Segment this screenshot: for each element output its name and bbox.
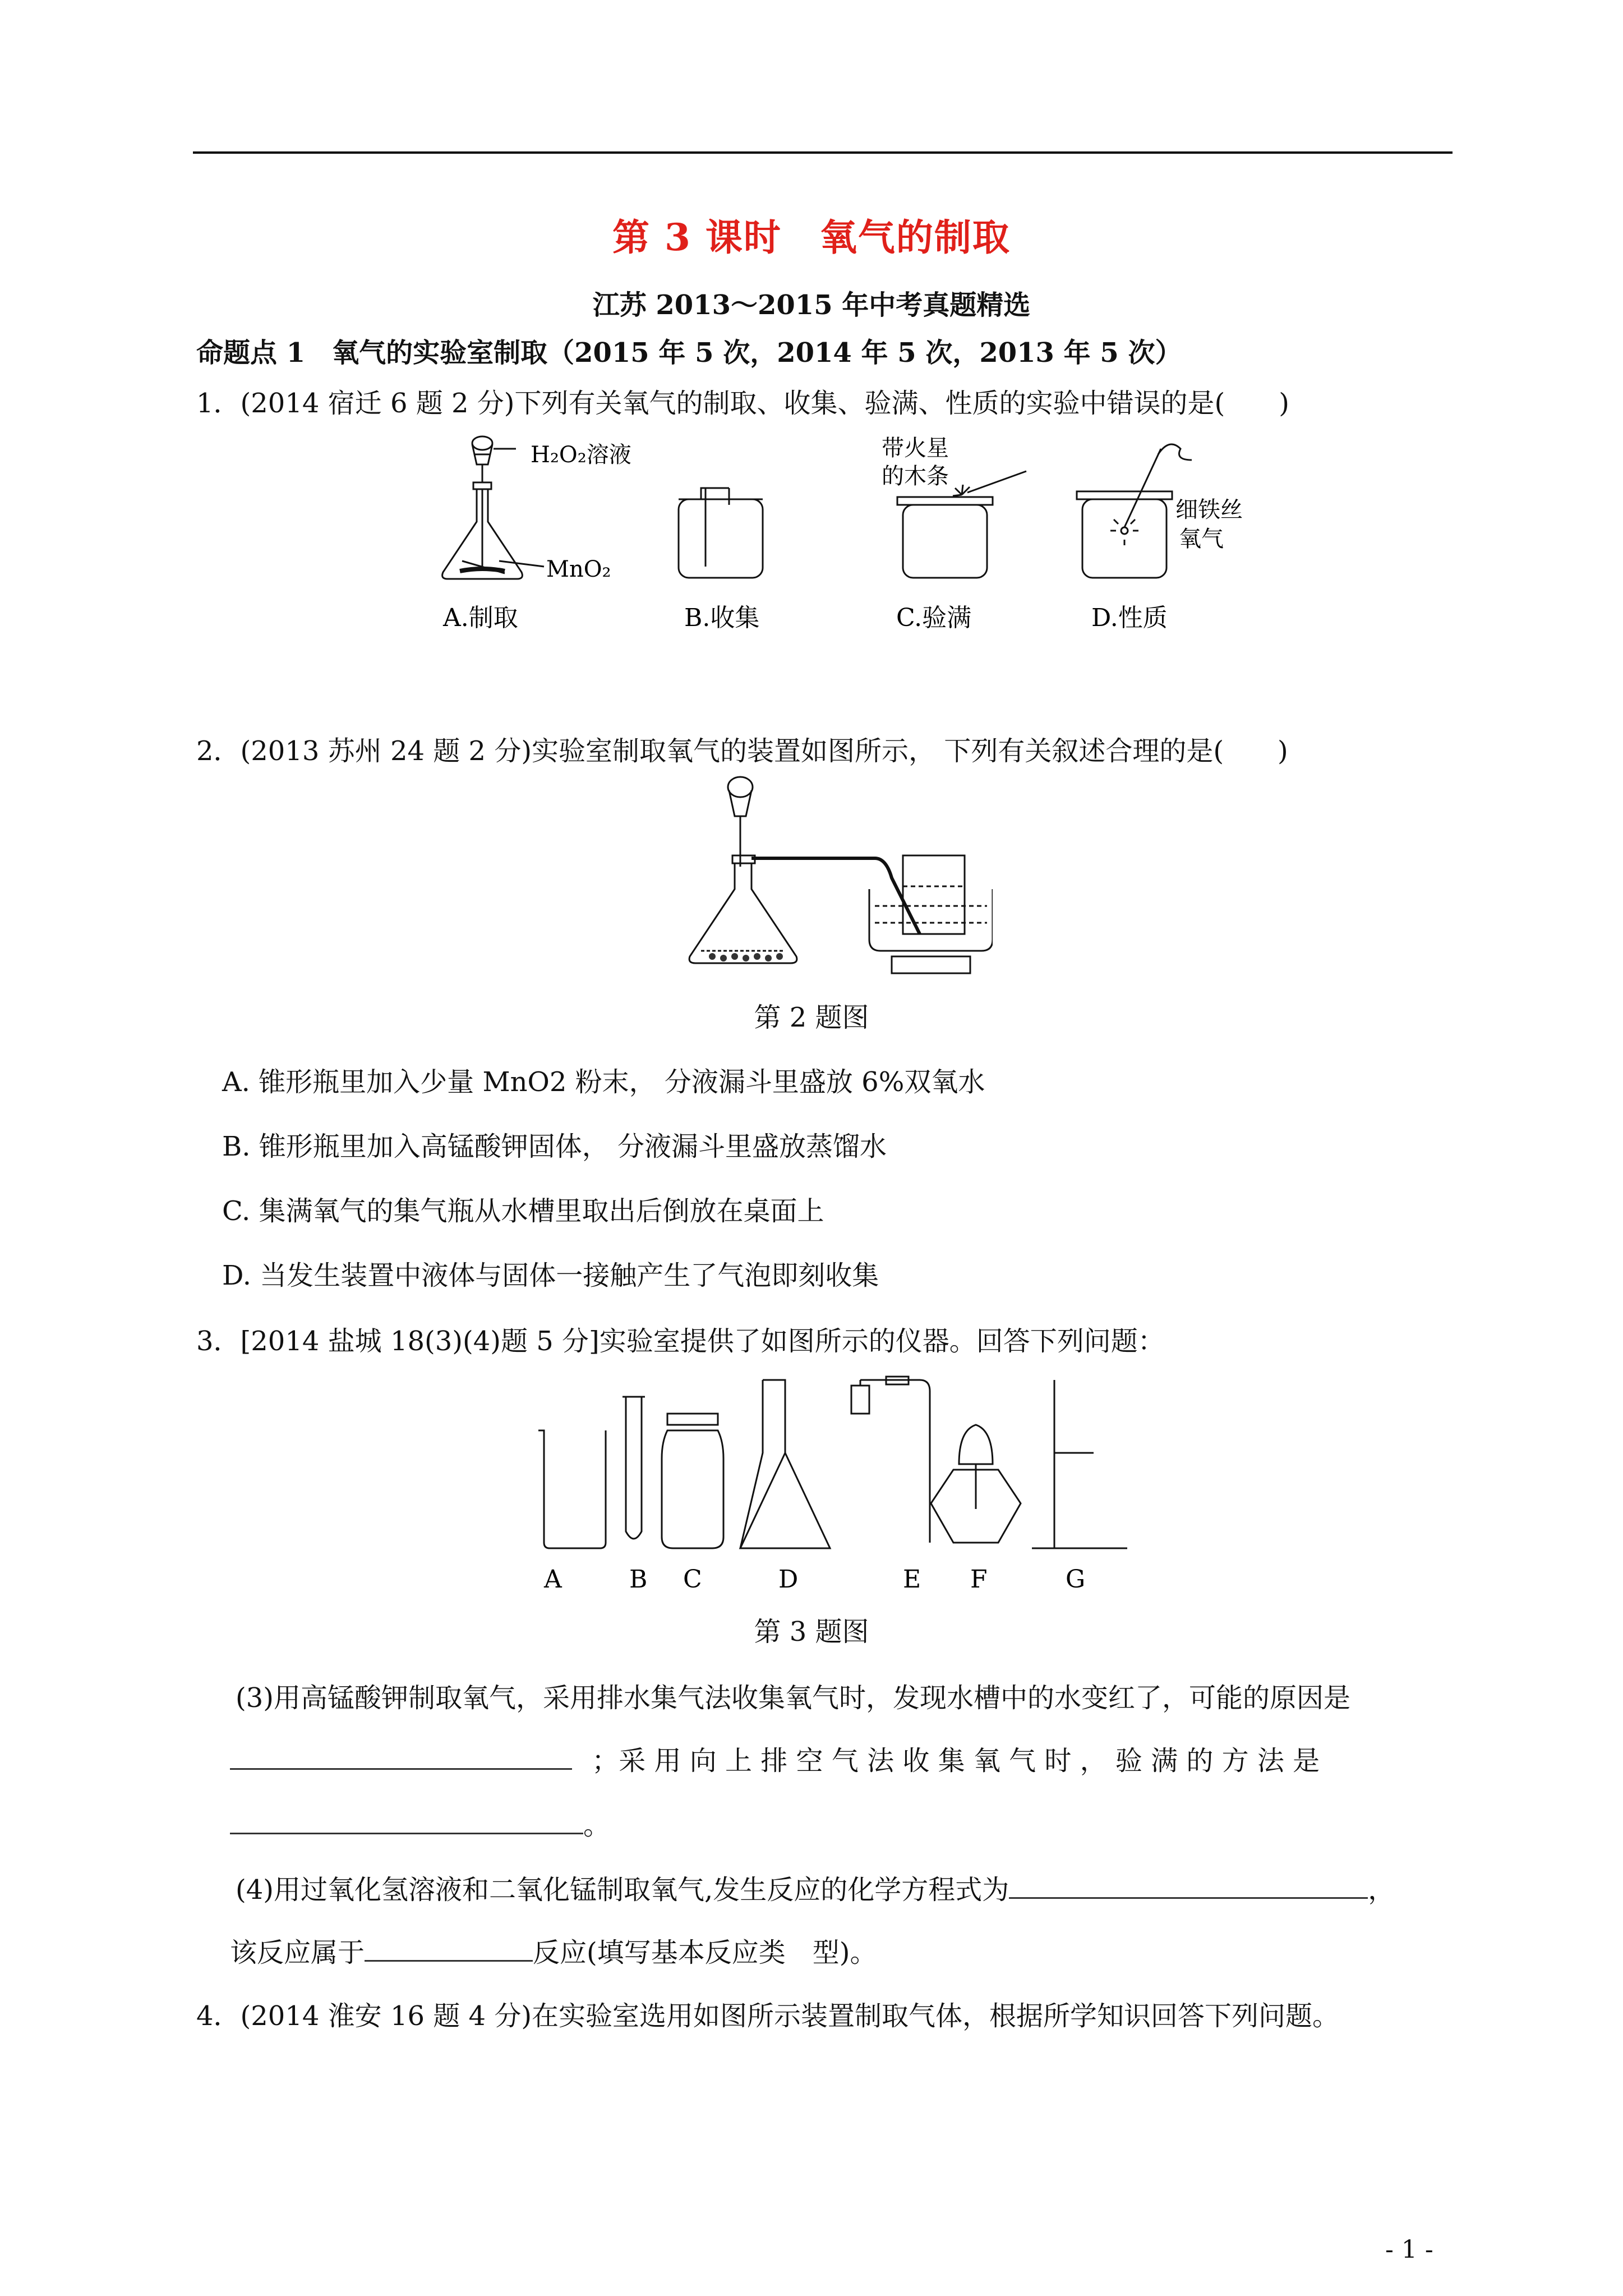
- q2-option-c: C. 集满氧气的集气瓶从水槽里取出后倒放在桌面上: [222, 1195, 824, 1227]
- conical-flask-d: [740, 1380, 830, 1548]
- q1-setup-d: [1077, 444, 1192, 578]
- answer-blank-3[interactable]: [1009, 1872, 1368, 1899]
- q3-letter-c: C: [683, 1565, 702, 1594]
- q1-setup-a: [442, 436, 544, 579]
- q3-period: 。: [583, 1810, 611, 1841]
- answer-blank-1[interactable]: [230, 1743, 572, 1770]
- label-oxygen: 氧气: [1179, 526, 1224, 552]
- gas-jar-c: [667, 1414, 718, 1425]
- q3-part3-line1: (3)用高锰酸钾制取氧气，采用排水集气法收集氧气时，发现水槽中的水变红了，可能的原因是: [236, 1682, 1350, 1714]
- header-rule: [193, 151, 1453, 154]
- q3-part4-text-b: 反应(填写基本反应类 型)。: [533, 1937, 877, 1968]
- q3-part3-line2: [230, 1739, 1320, 1778]
- q2-caption: 第 2 题图: [754, 1002, 869, 1033]
- q3-comma: ，: [1368, 1874, 1395, 1906]
- q3-letter-b: B: [629, 1565, 648, 1594]
- q3-part4-text-a: 该反应属于: [230, 1937, 365, 1968]
- label-stick-line2: 的木条: [882, 463, 949, 489]
- q3-letter-f: F: [970, 1565, 988, 1594]
- q3-part4-line1: [236, 1868, 1395, 1907]
- q2-apparatus-figure: [679, 771, 993, 984]
- q3-part4-line2: [230, 1931, 877, 1970]
- q3-letter-g: G: [1066, 1565, 1086, 1594]
- q3-letter-e: E: [903, 1565, 921, 1594]
- q3-stem: 3．[2014 盐城 18(3)(4)题 5 分]实验室提供了如图所示的仪器。回答下列问题：: [196, 1326, 1165, 1357]
- label-h2o2: H₂O₂溶液: [531, 442, 631, 468]
- q2-option-a: A. 锥形瓶里加入少量 MnO2 粉末， 分液漏斗里盛放 6%双氧水: [222, 1066, 985, 1098]
- test-tube-b: [626, 1397, 642, 1539]
- q1-apparatus-figure: [415, 432, 1256, 645]
- lesson-title: 第 3 课时 氧气的制取: [612, 215, 1011, 259]
- q3-letter-a: A: [544, 1565, 562, 1594]
- q1-setup-b: [679, 488, 763, 578]
- section-subtitle: 江苏 2013～2015 年中考真题精选: [592, 289, 1031, 321]
- q3-part4-text: (4)用过氧化氢溶液和二氧化锰制取氧气,发生反应的化学方程式为: [236, 1874, 1009, 1906]
- caption-b: B.收集: [684, 604, 760, 632]
- label-iron-wire: 细铁丝: [1175, 497, 1243, 523]
- topic-heading: 命题点 1 氧气的实验室制取（2015 年 5 次，2014 年 5 次，2013 年 5 次）: [196, 337, 1182, 369]
- answer-blank-2[interactable]: [230, 1808, 583, 1834]
- q3-letter-d: D: [778, 1565, 799, 1594]
- q4-stem: 4．(2014 淮安 16 题 4 分)在实验室选用如图所示装置制取气体，根据所学知识回答下列问题。: [196, 2000, 1340, 2032]
- caption-a: A.制取: [443, 604, 518, 632]
- stopper-tube-e: [851, 1386, 869, 1414]
- lamp-f: [959, 1425, 993, 1464]
- q3-apparatus-figure: [527, 1369, 1150, 1599]
- caption-d: D.性质: [1091, 604, 1168, 632]
- iron-stand-g: [1032, 1380, 1127, 1548]
- answer-blank-4[interactable]: [365, 1935, 533, 1962]
- q2-option-d: D. 当发生装置中液体与固体一接触产生了气泡即刻收集: [222, 1260, 879, 1291]
- q2-option-b: B. 锥形瓶里加入高锰酸钾固体， 分液漏斗里盛放蒸馏水: [222, 1131, 887, 1162]
- q3-caption: 第 3 题图: [754, 1616, 869, 1648]
- label-stick-line1: 带火星: [882, 435, 949, 461]
- page-number: - 1 -: [1385, 2235, 1433, 2264]
- caption-c: C.验满: [896, 604, 972, 632]
- beaker-a: [538, 1430, 606, 1548]
- q3-part3-line3: [230, 1803, 610, 1842]
- q1-stem: 1．(2014 宿迁 6 题 2 分)下列有关氧气的制取、收集、验满、性质的实验中错误的是( ): [196, 388, 1289, 419]
- q2-stem: 2．(2013 苏州 24 题 2 分)实验室制取氧气的装置如图所示， 下列有关叙述合理的是( ): [196, 735, 1288, 767]
- label-mno2: MnO₂: [546, 556, 611, 582]
- q3-part3-line2-text: ；采 用 向 上 排 空 气 法 收 集 氧 气 时 ， 验 满 的 方 法 是: [592, 1745, 1320, 1777]
